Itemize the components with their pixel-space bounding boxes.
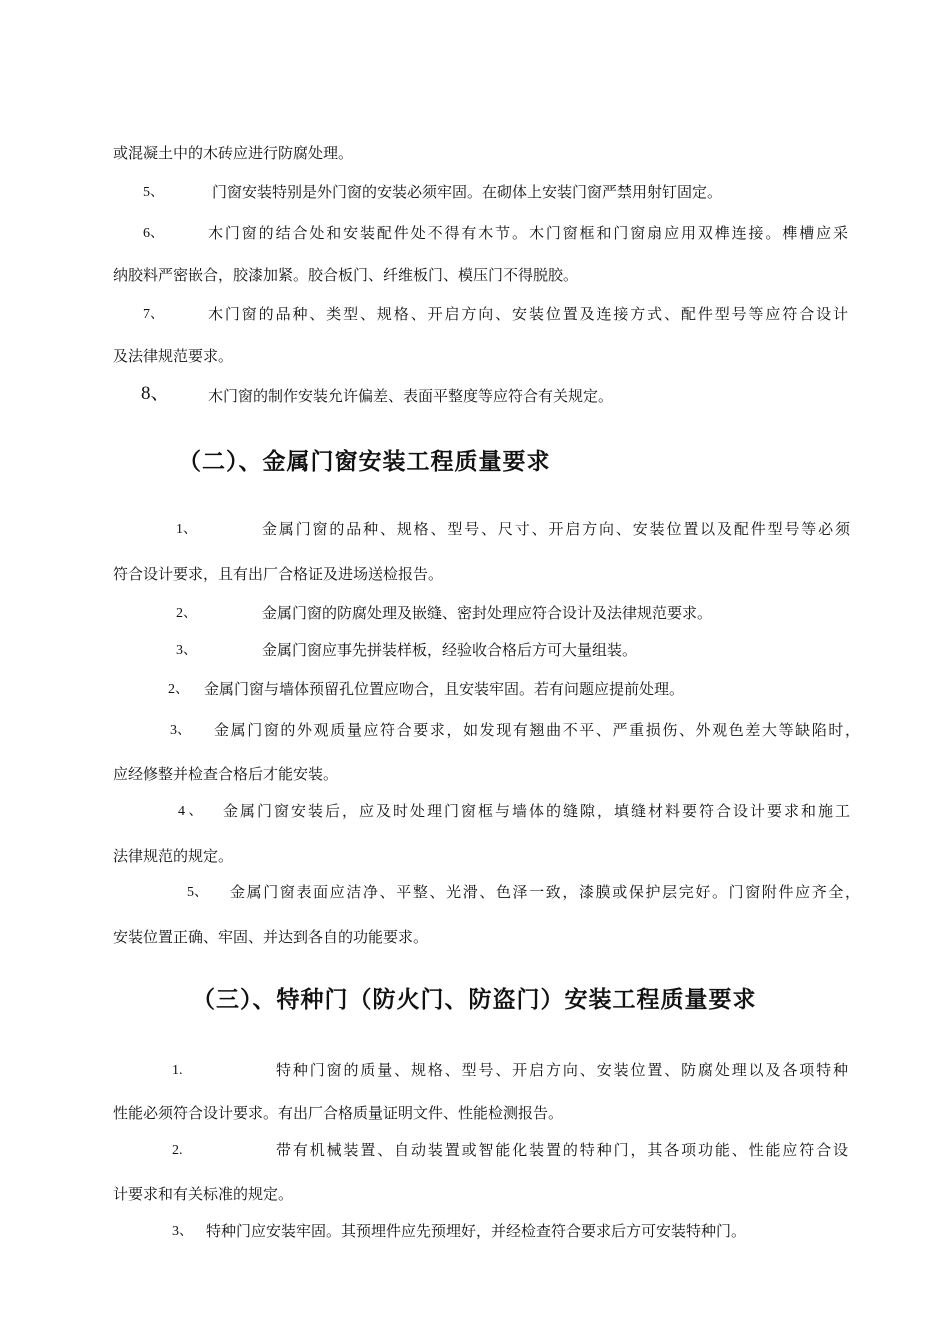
item-number: 7、 [143, 307, 164, 322]
item-text-cont: 法律规范的规定。 [113, 847, 234, 865]
paragraph-continuation: 或混凝土中的木砖应进行防腐处理。 [113, 144, 354, 162]
item-text-cont: 性能必须符合设计要求。有出厂合格质量证明文件、性能检测报告。 [113, 1104, 564, 1122]
item-text: 带有机械装置、自动装置或智能化装置的特种门，其各项功能、性能应符合设 [276, 1141, 848, 1159]
item-number: 8、 [141, 383, 170, 404]
item-text: 门窗安装特别是外门窗的安装必须牢固。在砌体上安装门窗严禁用射钉固定。 [212, 183, 723, 201]
item-number: 3、 [170, 723, 191, 738]
item-number: 2、 [168, 682, 189, 697]
item-text-cont: 符合设计要求，且有出厂合格证及进场送检报告。 [113, 565, 444, 583]
item-number: 5、 [143, 185, 164, 200]
item-number: 1、 [176, 522, 197, 537]
section-heading-special-doors: （三）、特种门（防火门、防盗门）安装工程质量要求 [192, 987, 757, 1013]
item-text-cont: 安装位置正确、牢固、并达到各自的功能要求。 [113, 928, 429, 946]
section-heading-metal: （二）、金属门窗安装工程质量要求 [178, 449, 551, 475]
item-text: 金属门窗应事先拼装样板，经验收合格后方可大量组装。 [262, 641, 638, 659]
item-text: 金属门窗安装后，应及时处理门窗框与墙体的缝隙，填缝材料要符合设计要求和施工 [223, 802, 850, 820]
item-number: 3、 [176, 643, 197, 658]
item-number: 4 、 [178, 804, 203, 819]
item-text: 木门窗的结合处和安装配件处不得有木节。木门窗框和门窗扇应用双榫连接。榫槽应采 [208, 224, 848, 242]
item-text: 金属门窗的外观质量应符合要求，如发现有翘曲不平、严重损伤、外观色差大等缺陷时， [214, 721, 860, 739]
item-number: 6、 [143, 226, 164, 241]
item-text: 特种门应安装牢固。其预埋件应先预埋好，并经检查符合要求后方可安装特种门。 [206, 1222, 747, 1240]
item-number: 3、 [172, 1224, 193, 1239]
item-text: 木门窗的制作安装允许偏差、表面平整度等应符合有关规定。 [208, 387, 614, 405]
item-number: 2. [172, 1143, 183, 1158]
item-text: 金属门窗的品种、规格、型号、尺寸、开启方向、安装位置以及配件型号等必须 [262, 520, 850, 538]
item-text: 金属门窗的防腐处理及嵌缝、密封处理应符合设计及法律规范要求。 [262, 604, 713, 622]
item-text: 特种门窗的质量、规格、型号、开启方向、安装位置、防腐处理以及各项特种 [276, 1061, 848, 1079]
item-text: 木门窗的品种、类型、规格、开启方向、安装位置及连接方式、配件型号等应符合设计 [208, 305, 848, 323]
item-number: 2、 [176, 606, 197, 621]
item-number: 5、 [187, 885, 208, 900]
item-number: 1. [172, 1063, 183, 1078]
item-text-cont: 计要求和有关标准的规定。 [113, 1185, 294, 1203]
item-text-cont: 及法律规范要求。 [113, 347, 234, 365]
item-text: 金属门窗与墙体预留孔位置应吻合，且安装牢固。若有问题应提前处理。 [204, 680, 685, 698]
item-text-cont: 纳胶料严密嵌合，胶漆加紧。胶合板门、纤维板门、模压门不得脱胶。 [113, 266, 579, 284]
item-text-cont: 应经修整并检查合格后才能安装。 [113, 765, 339, 783]
item-text: 金属门窗表面应洁净、平整、光滑、色泽一致，漆膜或保护层完好。门窗附件应齐全， [230, 883, 860, 901]
